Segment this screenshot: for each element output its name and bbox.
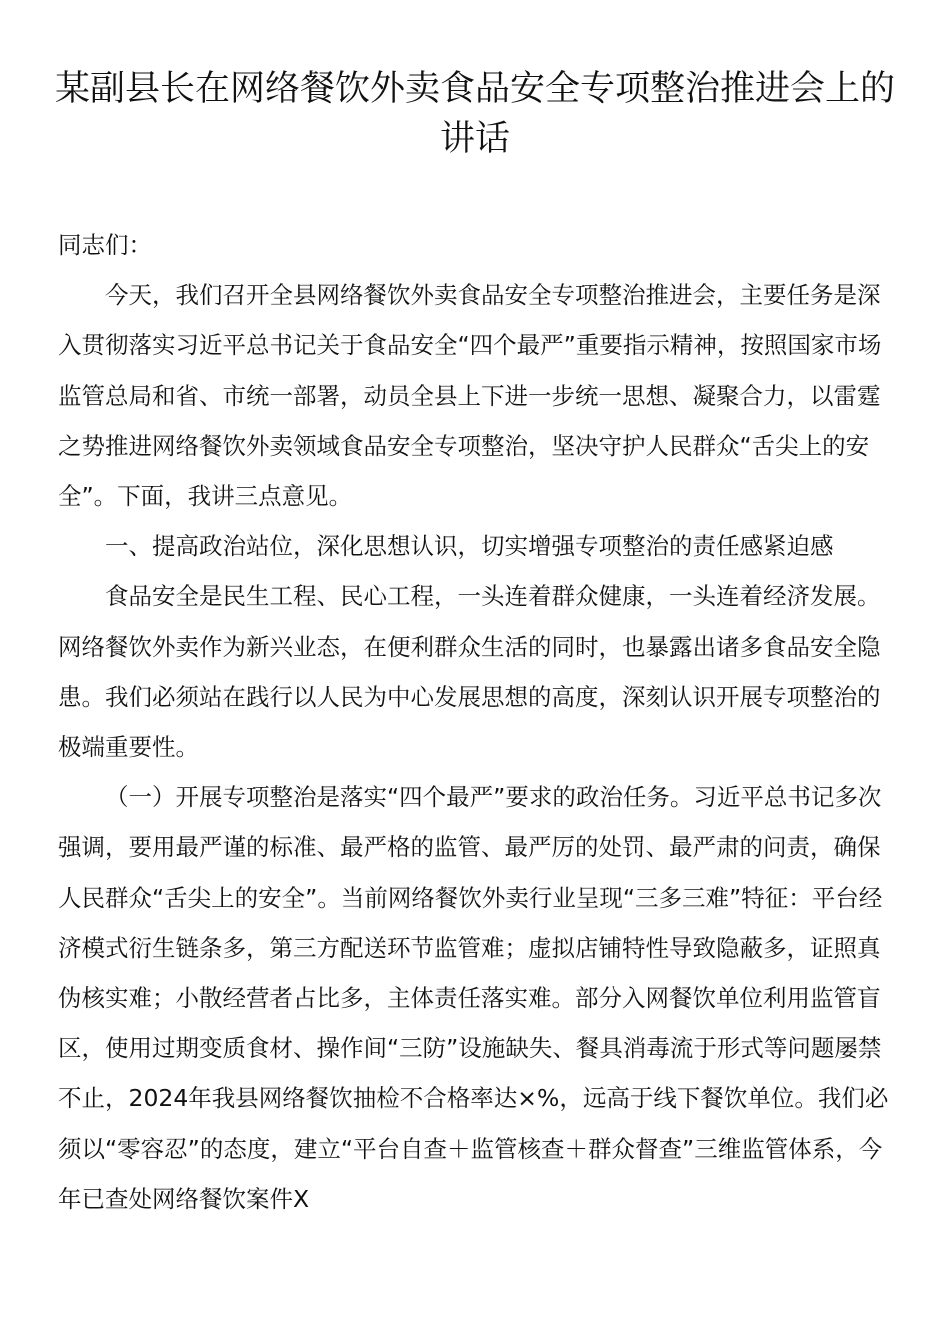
salutation: 同志们： [58,231,152,259]
paragraph-intro: 今天，我们召开全县网络餐饮外卖食品安全专项整治推进会，主要任务是深入贯彻落实习近平总书记关于食品安全“四个最严”重要指示精神，按照国家市场监管总局和省、市统一部署，动员全县上下进一步统一思想、凝聚合力，以雷霆之势推进网络餐饮外卖领域食品安全专项整治，坚决守护人民群众“舌尖上的安全”。下面，我讲三点意见。 [58,281,882,511]
paragraph-subsection-1: （一）开展专项整治是落实“四个最严”要求的政治任务。习近平总书记多次强调，要用最严谨的标准、最严格的监管、最严厉的处罚、最严肃的问责，确保人民群众“舌尖上的安全”。当前网络餐饮外卖行业呈现“三多三难”特征：平台经济模式衍生链条多，第三方配送环节监管难；虚拟店铺特性导致隐蔽多，证照真伪核实难；小散经营者占比多，主体责任落实难。部分入网餐饮单位利用监管盲区，使用过期变质食材、操作间“三防”设施缺失、餐具消毒流于形式等问题屡禁不止，2024年我县网络餐饮抽检不合格率达×%，远高于线下餐饮单位。我们必须以“零容忍”的态度，建立“平台自查＋监管核查＋群众督查”三维监管体系，今年已查处网络餐饮案件X [58,783,889,1213]
section-heading-1: 一、提高政治站位，深化思想认识，切实增强专项整治的责任感紧迫感 [105,532,834,561]
paragraph-section-1: 食品安全是民生工程、民心工程，一头连着群众健康，一头连着经济发展。网络餐饮外卖作为新兴业态，在便利群众生活的同时，也暴露出诸多食品安全隐患。我们必须站在践行以人民为中心发展思想的高度，深刻认识开展专项整治的极端重要性。 [58,582,881,762]
document-body [58,220,898,1224]
document-title: 某副县长在网络餐饮外卖食品安全专项整治推进会上的讲话 [54,69,895,159]
